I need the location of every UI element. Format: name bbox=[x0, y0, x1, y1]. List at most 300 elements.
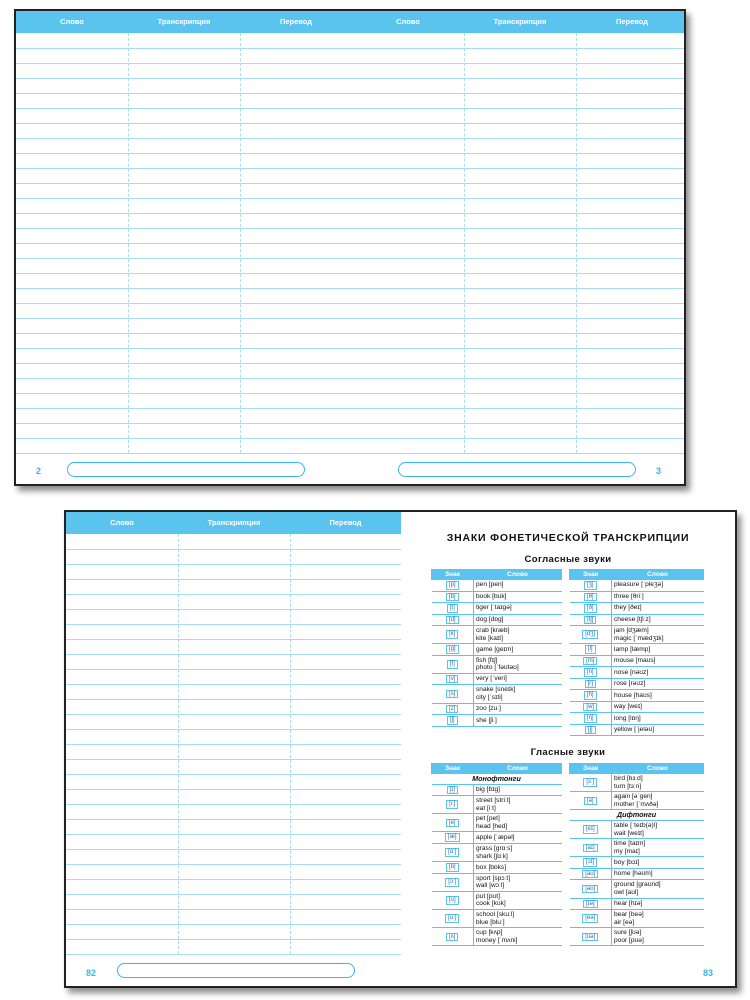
page-number-left: 2 bbox=[36, 466, 42, 476]
phonetic-row bbox=[570, 724, 704, 736]
phonetic-sign: [ʃ] bbox=[447, 716, 458, 725]
phonetic-sign: [t] bbox=[447, 604, 458, 613]
phonetic-sign: [ʒ] bbox=[584, 581, 597, 590]
phonetic-sign-cell bbox=[570, 724, 612, 736]
example-word: shark [ʃɑːk] bbox=[476, 852, 508, 860]
phonetic-sign: [tʃ] bbox=[584, 616, 596, 625]
ruled-line bbox=[16, 183, 684, 184]
example-word: kite [kaɪt] bbox=[476, 634, 503, 642]
column-header-transcription: Транскрипция bbox=[207, 518, 261, 527]
example-words-cell bbox=[474, 591, 562, 603]
example-word: book [bʊk] bbox=[476, 592, 507, 600]
ruled-line bbox=[16, 198, 684, 199]
ruled-line bbox=[16, 138, 684, 139]
example-words-cell bbox=[474, 673, 562, 685]
phonetic-row bbox=[570, 603, 704, 615]
phonetic-sign-cell bbox=[432, 614, 474, 626]
phonetic-sign: [ɔɪ] bbox=[583, 858, 597, 867]
phonetic-sign: [ɑː] bbox=[445, 848, 459, 857]
ruled-line bbox=[66, 654, 401, 655]
phonetic-sign: [eɪ] bbox=[583, 825, 598, 834]
phonetic-sign: [ð] bbox=[584, 604, 597, 613]
phonetic-sign: [ɪ] bbox=[447, 786, 458, 795]
ruled-line bbox=[16, 93, 684, 94]
example-word: magic [ˈmædʒɪk] bbox=[614, 634, 664, 642]
phonetic-row bbox=[570, 580, 704, 592]
phonetic-row bbox=[432, 873, 562, 891]
phonetic-sign: [j] bbox=[585, 726, 596, 735]
phonetic-row bbox=[432, 843, 562, 861]
phonetic-row bbox=[432, 832, 562, 844]
ruled-line bbox=[66, 594, 401, 595]
phonetic-sign: [ɜː] bbox=[583, 778, 597, 787]
example-word: sure [ʃʊə] bbox=[614, 929, 642, 937]
ruled-line bbox=[66, 699, 401, 700]
phonetic-sign: [aʊ] bbox=[582, 870, 598, 879]
ruled-line bbox=[66, 894, 401, 895]
ruled-line bbox=[16, 243, 684, 244]
ruled-line bbox=[66, 924, 401, 925]
example-word: hear [hɪə] bbox=[614, 899, 643, 907]
phonetic-sign-cell bbox=[570, 898, 612, 910]
column-header-translation: Перевод bbox=[329, 518, 362, 527]
example-word: fish [fɪʃ] bbox=[476, 656, 498, 664]
ruled-line bbox=[66, 819, 401, 820]
phonetic-row bbox=[432, 928, 562, 946]
phonetic-sign: [ʊ] bbox=[446, 896, 459, 905]
phonetic-sign: [ʊə] bbox=[582, 933, 598, 942]
phonetic-sign: [h] bbox=[584, 691, 597, 700]
column-divider bbox=[576, 33, 577, 453]
example-words-cell bbox=[612, 857, 704, 869]
example-word: jam [dʒæm] bbox=[614, 627, 649, 634]
example-words-cell bbox=[474, 784, 562, 796]
phonetic-row bbox=[432, 626, 562, 644]
example-words-cell bbox=[474, 891, 562, 909]
ruled-line bbox=[16, 318, 684, 319]
example-word: money [ˈmʌni] bbox=[476, 936, 518, 944]
phonetic-sign: [n] bbox=[584, 668, 597, 677]
example-words-cell bbox=[612, 626, 704, 644]
phonetic-sign-cell bbox=[570, 626, 612, 644]
example-word: owl [aʊl] bbox=[614, 888, 639, 896]
ruled-line bbox=[66, 684, 401, 685]
column-header-word: Слово bbox=[612, 570, 704, 580]
phonetic-sign: [b] bbox=[446, 593, 459, 602]
phonetic-sign-cell bbox=[432, 928, 474, 946]
example-words-cell bbox=[612, 820, 704, 838]
example-word: table [ˈteɪb(ə)l] bbox=[614, 821, 658, 829]
phonetic-row bbox=[432, 685, 562, 703]
phonetic-sign-cell bbox=[570, 690, 612, 702]
example-words-cell bbox=[612, 774, 704, 792]
phonetic-row bbox=[432, 910, 562, 928]
ruled-line bbox=[66, 624, 401, 625]
example-word: pet [pet] bbox=[476, 815, 500, 823]
ruled-line bbox=[66, 549, 401, 550]
example-word: lamp [læmp] bbox=[614, 645, 651, 653]
column-header-sign: Знак bbox=[570, 570, 612, 580]
ruled-line bbox=[66, 744, 401, 745]
example-words-cell bbox=[474, 832, 562, 844]
phonetic-sign: [əʊ] bbox=[582, 885, 598, 894]
phonetic-sign: [k] bbox=[446, 630, 458, 639]
example-words-cell bbox=[474, 703, 562, 715]
example-word: sport [spɔːt] bbox=[476, 874, 511, 882]
example-word: mouse [maʊs] bbox=[614, 657, 656, 665]
phonetic-sign-cell bbox=[570, 880, 612, 898]
example-word: street [striːt] bbox=[476, 797, 511, 805]
column-header-sign: Знак bbox=[432, 570, 474, 580]
column-divider bbox=[464, 33, 465, 453]
phonetic-sign: [ə] bbox=[584, 797, 597, 806]
example-word: bear [beə] bbox=[614, 911, 644, 919]
phonetic-sign-cell bbox=[570, 701, 612, 713]
example-word: cheese [tʃiːz] bbox=[614, 615, 651, 623]
phonetic-sign-cell bbox=[570, 792, 612, 810]
phonetic-row bbox=[570, 626, 704, 644]
example-word: nose [nəʊz] bbox=[614, 668, 649, 676]
phonetic-sign-cell bbox=[570, 644, 612, 656]
column-header-translation: Перевод bbox=[279, 17, 313, 26]
example-words-cell bbox=[474, 685, 562, 703]
phonetic-row bbox=[570, 614, 704, 626]
phonetic-row bbox=[570, 774, 704, 792]
phonetic-sign-cell bbox=[432, 784, 474, 796]
ruled-line bbox=[16, 258, 684, 259]
phonetic-sign: [ʌ] bbox=[446, 933, 458, 942]
ruled-line bbox=[66, 834, 401, 835]
example-word: my [maɪ] bbox=[614, 847, 640, 855]
phonetic-sign-cell bbox=[432, 796, 474, 814]
example-words-cell bbox=[612, 644, 704, 656]
ruled-line bbox=[16, 453, 684, 454]
phonetic-row bbox=[432, 715, 562, 727]
phonetic-row bbox=[570, 857, 704, 869]
example-word: turn [tɜːn] bbox=[614, 782, 642, 790]
phonetic-sign-cell bbox=[432, 673, 474, 685]
consonants-table-left bbox=[431, 569, 562, 727]
phonetic-sign-cell bbox=[432, 910, 474, 928]
example-words-cell bbox=[612, 580, 704, 592]
phonetic-sign: [g] bbox=[446, 645, 459, 654]
example-word: grass [ɡrɑːs] bbox=[476, 844, 513, 852]
example-words-cell bbox=[474, 910, 562, 928]
phonetic-sign-cell bbox=[432, 655, 474, 673]
example-words-cell bbox=[612, 678, 704, 690]
ruled-line bbox=[16, 348, 684, 349]
ruled-line bbox=[16, 288, 684, 289]
ruled-line bbox=[66, 774, 401, 775]
phonetic-sign-cell bbox=[570, 713, 612, 725]
example-words-cell bbox=[474, 796, 562, 814]
ruled-line bbox=[66, 849, 401, 850]
phonetic-sign: [z] bbox=[446, 705, 458, 714]
example-word: rose [rəʊz] bbox=[614, 680, 646, 688]
example-word: three [θriː] bbox=[614, 592, 644, 600]
phonetic-sign: [eə] bbox=[582, 914, 598, 923]
vowels-heading: Гласные звуки bbox=[530, 747, 606, 758]
example-word: eat [iːt] bbox=[476, 804, 496, 812]
ruled-line bbox=[66, 579, 401, 580]
ruled-line bbox=[66, 714, 401, 715]
phonetic-row bbox=[570, 701, 704, 713]
phonetic-sign-cell bbox=[432, 814, 474, 832]
phonetic-sign: [e] bbox=[446, 819, 459, 828]
ruled-line bbox=[16, 423, 684, 424]
ruled-line bbox=[66, 789, 401, 790]
vowels-table-left bbox=[431, 763, 562, 946]
phonetic-sign: [dʒ] bbox=[582, 630, 598, 639]
page-footer-pill bbox=[117, 963, 355, 978]
page-footer-pill bbox=[67, 462, 305, 477]
example-words-cell bbox=[612, 898, 704, 910]
phonetic-sign-cell bbox=[570, 614, 612, 626]
example-words-cell bbox=[474, 614, 562, 626]
phonetic-sign: [iː] bbox=[446, 800, 458, 809]
phonetic-sign-cell bbox=[432, 580, 474, 592]
phonetic-row bbox=[570, 868, 704, 880]
example-word: poor [pʊə] bbox=[614, 936, 644, 944]
phonetic-row bbox=[432, 591, 562, 603]
phonetic-sign: [θ] bbox=[584, 593, 597, 602]
phonetic-sign-cell bbox=[432, 873, 474, 891]
column-divider bbox=[290, 534, 291, 954]
example-word: way [weɪ] bbox=[614, 703, 642, 711]
phonetic-row bbox=[570, 667, 704, 679]
ruled-line bbox=[16, 153, 684, 154]
column-header-word: Слово bbox=[110, 518, 134, 527]
ruled-line bbox=[66, 609, 401, 610]
phonetic-sign-cell bbox=[432, 626, 474, 644]
phonetic-sign-cell bbox=[570, 591, 612, 603]
phonetic-sign-cell bbox=[570, 857, 612, 869]
column-header-word: Слово bbox=[474, 570, 562, 580]
phonetic-row bbox=[570, 591, 704, 603]
phonetic-row bbox=[570, 690, 704, 702]
ruled-line bbox=[16, 378, 684, 379]
example-word: school [skuːl] bbox=[476, 911, 515, 919]
column-divider bbox=[128, 33, 129, 453]
example-word: box [bɒks] bbox=[476, 863, 507, 871]
phonetic-row bbox=[432, 891, 562, 909]
phonetic-sign-cell bbox=[570, 655, 612, 667]
phonetic-sign: [w] bbox=[583, 703, 597, 712]
phonetic-sign-cell bbox=[570, 868, 612, 880]
phonetic-row bbox=[432, 644, 562, 656]
example-word: cup [kʌp] bbox=[476, 929, 503, 937]
phonetic-sign-cell bbox=[570, 603, 612, 615]
ruled-line bbox=[16, 333, 684, 334]
ruled-line bbox=[16, 303, 684, 304]
phonetic-sign: [d] bbox=[446, 616, 459, 625]
consonants-table-right bbox=[569, 569, 704, 736]
phonetic-sign-cell bbox=[570, 839, 612, 857]
example-word: game [ɡeɪm] bbox=[476, 645, 514, 653]
phonetic-row bbox=[570, 644, 704, 656]
vowels-table-right bbox=[569, 763, 704, 946]
ruled-line bbox=[16, 228, 684, 229]
phonetic-sign: [æ] bbox=[445, 833, 460, 842]
phonetic-row bbox=[570, 910, 704, 928]
phonetic-row bbox=[570, 678, 704, 690]
page-number-right: 83 bbox=[703, 968, 714, 978]
example-words-cell bbox=[612, 603, 704, 615]
phonetic-sign: [v] bbox=[446, 675, 458, 684]
example-word: ground [ɡraʊnd] bbox=[614, 881, 661, 889]
phonetic-sign-cell bbox=[570, 678, 612, 690]
example-words-cell bbox=[474, 580, 562, 592]
phonetic-sign-cell bbox=[432, 603, 474, 615]
phonetic-row bbox=[570, 792, 704, 810]
phonetic-row bbox=[432, 603, 562, 615]
example-words-cell bbox=[612, 880, 704, 898]
example-words-cell bbox=[612, 792, 704, 810]
example-words-cell bbox=[474, 862, 562, 874]
ruled-line bbox=[66, 759, 401, 760]
example-word: boy [bɔɪ] bbox=[614, 858, 640, 866]
column-header-translation: Перевод bbox=[615, 17, 649, 26]
ruled-line bbox=[66, 639, 401, 640]
phonetic-sign-cell bbox=[432, 685, 474, 703]
vocabulary-header-band bbox=[16, 11, 686, 33]
ruled-line bbox=[16, 48, 684, 49]
example-words-cell bbox=[474, 626, 562, 644]
phonetic-sign: [ɪə] bbox=[583, 900, 598, 909]
ruled-line bbox=[16, 63, 684, 64]
example-word: wall [wɔːl] bbox=[476, 882, 505, 890]
phonetic-sign: [r] bbox=[585, 680, 596, 689]
page-footer-pill bbox=[398, 462, 636, 477]
example-word: house [haʊs] bbox=[614, 691, 652, 699]
example-words-cell bbox=[474, 603, 562, 615]
phonetic-sign: [ɒ] bbox=[446, 863, 459, 872]
example-words-cell bbox=[612, 910, 704, 928]
example-word: yellow [ˈjeləʊ] bbox=[614, 726, 655, 734]
phonetic-sign-cell bbox=[570, 910, 612, 928]
example-word: bird [bɜːd] bbox=[614, 775, 643, 782]
example-word: she [ʃiː] bbox=[476, 716, 497, 724]
example-word: big [bɪɡ] bbox=[476, 786, 500, 794]
example-words-cell bbox=[474, 928, 562, 946]
example-words-cell bbox=[474, 715, 562, 727]
monophthongs-subheading: Монофтонги bbox=[432, 774, 562, 785]
column-divider bbox=[178, 534, 179, 954]
example-words-cell bbox=[612, 839, 704, 857]
phonetic-sign-cell bbox=[432, 644, 474, 656]
example-word: air [eə] bbox=[614, 918, 635, 926]
example-words-cell bbox=[612, 724, 704, 736]
phonetic-row bbox=[432, 673, 562, 685]
phonetic-row bbox=[432, 580, 562, 592]
phonetic-sign-cell bbox=[570, 928, 612, 946]
ruled-lines bbox=[66, 534, 401, 954]
example-word: pen [pen] bbox=[476, 581, 504, 589]
example-word: mother [ˈmʌðə] bbox=[614, 800, 659, 808]
example-word: very [ˈveri] bbox=[476, 675, 507, 683]
example-word: city [ˈsɪti] bbox=[476, 693, 503, 701]
phonetic-row bbox=[432, 814, 562, 832]
column-header-word: Слово bbox=[60, 17, 84, 26]
example-word: head [hed] bbox=[476, 822, 508, 830]
phonetic-row bbox=[432, 614, 562, 626]
ruled-lines bbox=[16, 33, 684, 453]
ruled-line bbox=[66, 879, 401, 880]
ruled-line bbox=[66, 909, 401, 910]
example-word: dog [dɒɡ] bbox=[476, 615, 504, 623]
example-word: photo [ˈfəʊtəʊ] bbox=[476, 664, 519, 672]
column-header-transcription: Транскрипция bbox=[157, 17, 211, 26]
example-words-cell bbox=[612, 701, 704, 713]
phonetic-row bbox=[432, 655, 562, 673]
example-words-cell bbox=[474, 644, 562, 656]
example-word: home [həʊm] bbox=[614, 870, 653, 878]
example-words-cell bbox=[612, 928, 704, 946]
phonetic-sign-cell bbox=[432, 591, 474, 603]
page-number-right: 3 bbox=[656, 466, 662, 476]
phonetic-sign: [s] bbox=[446, 690, 458, 699]
ruled-line bbox=[66, 954, 401, 955]
example-words-cell bbox=[474, 843, 562, 861]
example-word: snake [sneɪk] bbox=[476, 686, 516, 694]
ruled-line bbox=[16, 123, 684, 124]
phonetic-sign-cell bbox=[570, 667, 612, 679]
ruled-line bbox=[16, 363, 684, 364]
example-word: blue [bluː] bbox=[476, 918, 505, 926]
notebook-spread-pages-2-3 bbox=[14, 9, 686, 486]
ruled-line bbox=[66, 564, 401, 565]
ruled-line bbox=[16, 168, 684, 169]
column-header-sign: Знак bbox=[570, 764, 612, 774]
phonetic-sign: [l] bbox=[585, 645, 596, 654]
ruled-line bbox=[16, 78, 684, 79]
phonetic-row bbox=[570, 880, 704, 898]
phonetic-sign-cell bbox=[432, 862, 474, 874]
page-number-left: 82 bbox=[86, 968, 97, 978]
example-words-cell bbox=[612, 655, 704, 667]
ruled-line bbox=[66, 669, 401, 670]
ruled-line bbox=[16, 438, 684, 439]
ruled-line bbox=[16, 393, 684, 394]
ruled-line bbox=[16, 108, 684, 109]
example-words-cell bbox=[474, 655, 562, 673]
example-words-cell bbox=[612, 591, 704, 603]
column-header-word: Слово bbox=[474, 764, 562, 774]
example-word: tiger [ˈtaɪɡə] bbox=[476, 604, 512, 612]
phonetic-sign-cell bbox=[432, 843, 474, 861]
ruled-line bbox=[66, 939, 401, 940]
example-words-cell bbox=[474, 873, 562, 891]
column-divider bbox=[240, 33, 241, 453]
phonetic-sign: [aɪ] bbox=[583, 844, 598, 853]
example-words-cell bbox=[612, 868, 704, 880]
example-word: again [əˈɡen] bbox=[614, 793, 653, 801]
example-word: zoo [zuː] bbox=[476, 705, 501, 713]
phonetic-row bbox=[570, 839, 704, 857]
ruled-line bbox=[66, 804, 401, 805]
phonetic-row bbox=[432, 784, 562, 796]
ruled-line bbox=[16, 273, 684, 274]
column-header-sign: Знак bbox=[432, 764, 474, 774]
example-word: pleasure [ˈpleʒə] bbox=[614, 581, 664, 589]
example-word: apple [ˈæpəl] bbox=[476, 833, 515, 841]
phonetic-sign: [p] bbox=[446, 581, 459, 590]
column-header-word: Слово bbox=[396, 17, 420, 26]
example-word: crab [kræb] bbox=[476, 627, 510, 634]
example-word: cook [kʊk] bbox=[476, 900, 506, 908]
phonetic-sign-cell bbox=[570, 820, 612, 838]
phonetic-row bbox=[570, 713, 704, 725]
